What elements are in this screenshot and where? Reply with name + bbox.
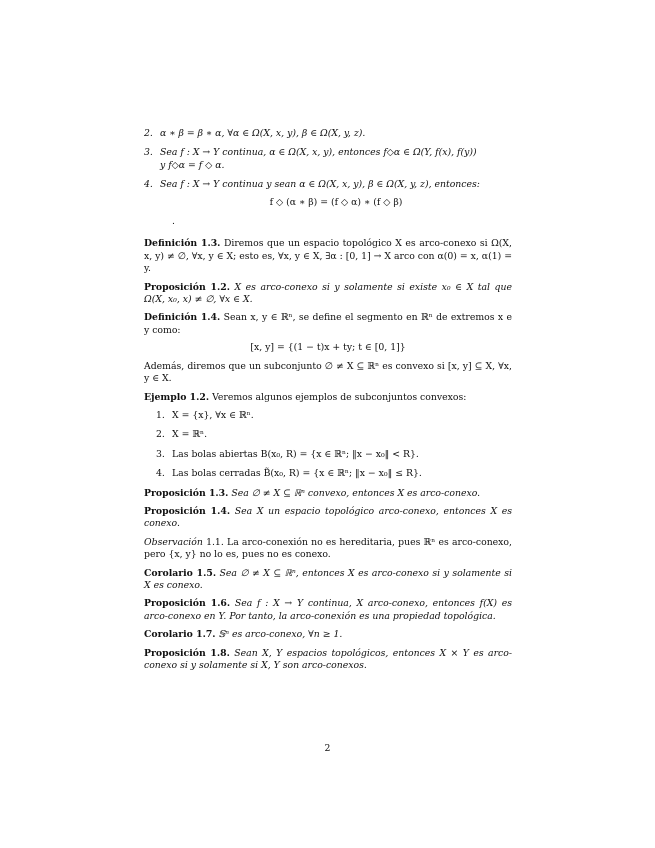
list-item: [156, 449, 512, 461]
block-text: Sean X, Y espacios topológicos, entonces X × Y es arco-conexo si y solamente si X, Y son arco-conexos.: [144, 647, 512, 671]
block-label: Proposición 1.3.: [144, 487, 229, 499]
list-item: [144, 179, 512, 209]
list-item: [156, 429, 512, 441]
item-text: Las bolas cerradas B̃(x₀, R) = {x ∈ ℝⁿ; ‖x − x₀‖ ≤ R}.: [172, 468, 422, 480]
block-text: Diremos que un espacio topológico X es arco-conexo si Ω(X, x, y) ≠ ∅, ∀x, y ∈ X; esto es, ∀x, y ∈ X, ∃α : [0, 1] → X arco con α(0) = x, α(1) = y.: [144, 238, 512, 275]
block-label: Corolario 1.7.: [144, 629, 216, 641]
proposition-1-6: [144, 598, 512, 623]
block-number: 1.1.: [206, 536, 224, 548]
item-text: X = ℝⁿ.: [172, 429, 208, 441]
item-text: α ∗ β = β ∗ α, ∀α ∈ Ω(X, x, y), β ∈ Ω(X, y, z).: [160, 128, 366, 139]
stray-dot: .: [172, 216, 175, 228]
proposition-1-2: [144, 282, 512, 307]
block-label: Ejemplo 1.2.: [144, 391, 210, 403]
item-number: 2.: [144, 128, 153, 139]
block-text: Sea ∅ ≠ X ⊆ ℝⁿ, entonces X es arco-conexo si y solamente si X es conexo.: [144, 567, 512, 591]
block-label: Proposición 1.6.: [144, 598, 231, 610]
item-number: 2.: [156, 429, 165, 441]
page-number: 2: [324, 743, 331, 754]
display-formula: [x, y] = {(1 − t)x + ty; t ∈ [0, 1]}: [250, 342, 406, 354]
example-1-2: [144, 392, 512, 404]
list-item: [156, 468, 512, 480]
definition-1-4: [144, 312, 512, 385]
item-number: 1.: [156, 409, 165, 421]
block-label: Corolario 1.5.: [144, 567, 217, 579]
proposition-1-8: [144, 648, 512, 673]
block-text: Sea X un espacio topológico arco-conexo, entonces X es conexo.: [144, 505, 513, 530]
block-text: La arco-conexión no es hereditaria, pues ℝⁿ es arco-conexo, pero {x, y} no lo es, pues no es conexo.: [144, 536, 512, 561]
item-number: 3.: [144, 147, 153, 159]
block-text: Sea f : X → Y continua, X arco-conexo, entonces f(X) es arco-conexo en Y. Por tanto, la arco-conexión es una propiedad topológica.: [144, 598, 513, 622]
block-label: Observación: [144, 536, 203, 548]
proposition-1-3: [144, 488, 512, 500]
corollary-1-5: [144, 568, 512, 593]
list-item: [144, 128, 512, 140]
corollary-1-7: [144, 629, 512, 641]
block-text: 𝕊ⁿ es arco-conexo, ∀n ≥ 1.: [218, 629, 343, 641]
block-label: Proposición 1.4.: [144, 505, 231, 517]
item-text: Sea f : X → Y continua y sean α ∈ Ω(X, x, y), β ∈ Ω(X, y, z), entonces:: [160, 179, 480, 191]
item-text: X = {x}, ∀x ∈ ℝⁿ.: [172, 409, 254, 421]
item-number: 3.: [156, 448, 165, 460]
display-formula: f ◇ (α ∗ β) = (f ◇ α) ∗ (f ◇ β): [269, 196, 403, 208]
list-item: [156, 410, 512, 422]
item-number: 4.: [144, 179, 153, 191]
item-text: y f◇α = f ◇ α.: [160, 159, 225, 171]
list-item: [144, 147, 512, 172]
item-number: 4.: [156, 468, 165, 480]
block-text: Sea ∅ ≠ X ⊆ ℝⁿ convexo, entonces X es arco-conexo.: [231, 487, 481, 499]
block-label: Definición 1.3.: [144, 238, 221, 250]
block-text: Sean x, y ∈ ℝⁿ, se define el segmento en ℝⁿ de extremos x e y como:: [144, 312, 512, 336]
block-text: X es arco-conexo si y solamente si existe x₀ ∈ X tal que Ω(X, x₀, x) ≠ ∅, ∀x ∈ X.: [144, 281, 512, 306]
example-list: [156, 410, 512, 481]
block-text: Además, diremos que un subconjunto ∅ ≠ X ⊆ ℝⁿ es convexo si [x, y] ⊆ X, ∀x, y ∈ X.: [144, 360, 512, 385]
property-list: [144, 128, 512, 209]
block-text: Veremos algunos ejemplos de subconjuntos convexos:: [212, 391, 467, 403]
definition-1-3: [144, 238, 512, 275]
remark-1-1: [144, 537, 512, 562]
item-text: Sea f : X → Y continua, α ∈ Ω(X, x, y), entonces f◇α ∈ Ω(Y, f(x), f(y)): [160, 147, 477, 159]
item-text: Las bolas abiertas B(x₀, R) = {x ∈ ℝⁿ; ‖x − x₀‖ < R}.: [172, 448, 419, 460]
page-body: [144, 128, 512, 678]
block-label: Proposición 1.2.: [144, 281, 230, 293]
block-label: Definición 1.4.: [144, 312, 221, 324]
proposition-1-4: [144, 506, 512, 531]
block-label: Proposición 1.8.: [144, 647, 230, 659]
